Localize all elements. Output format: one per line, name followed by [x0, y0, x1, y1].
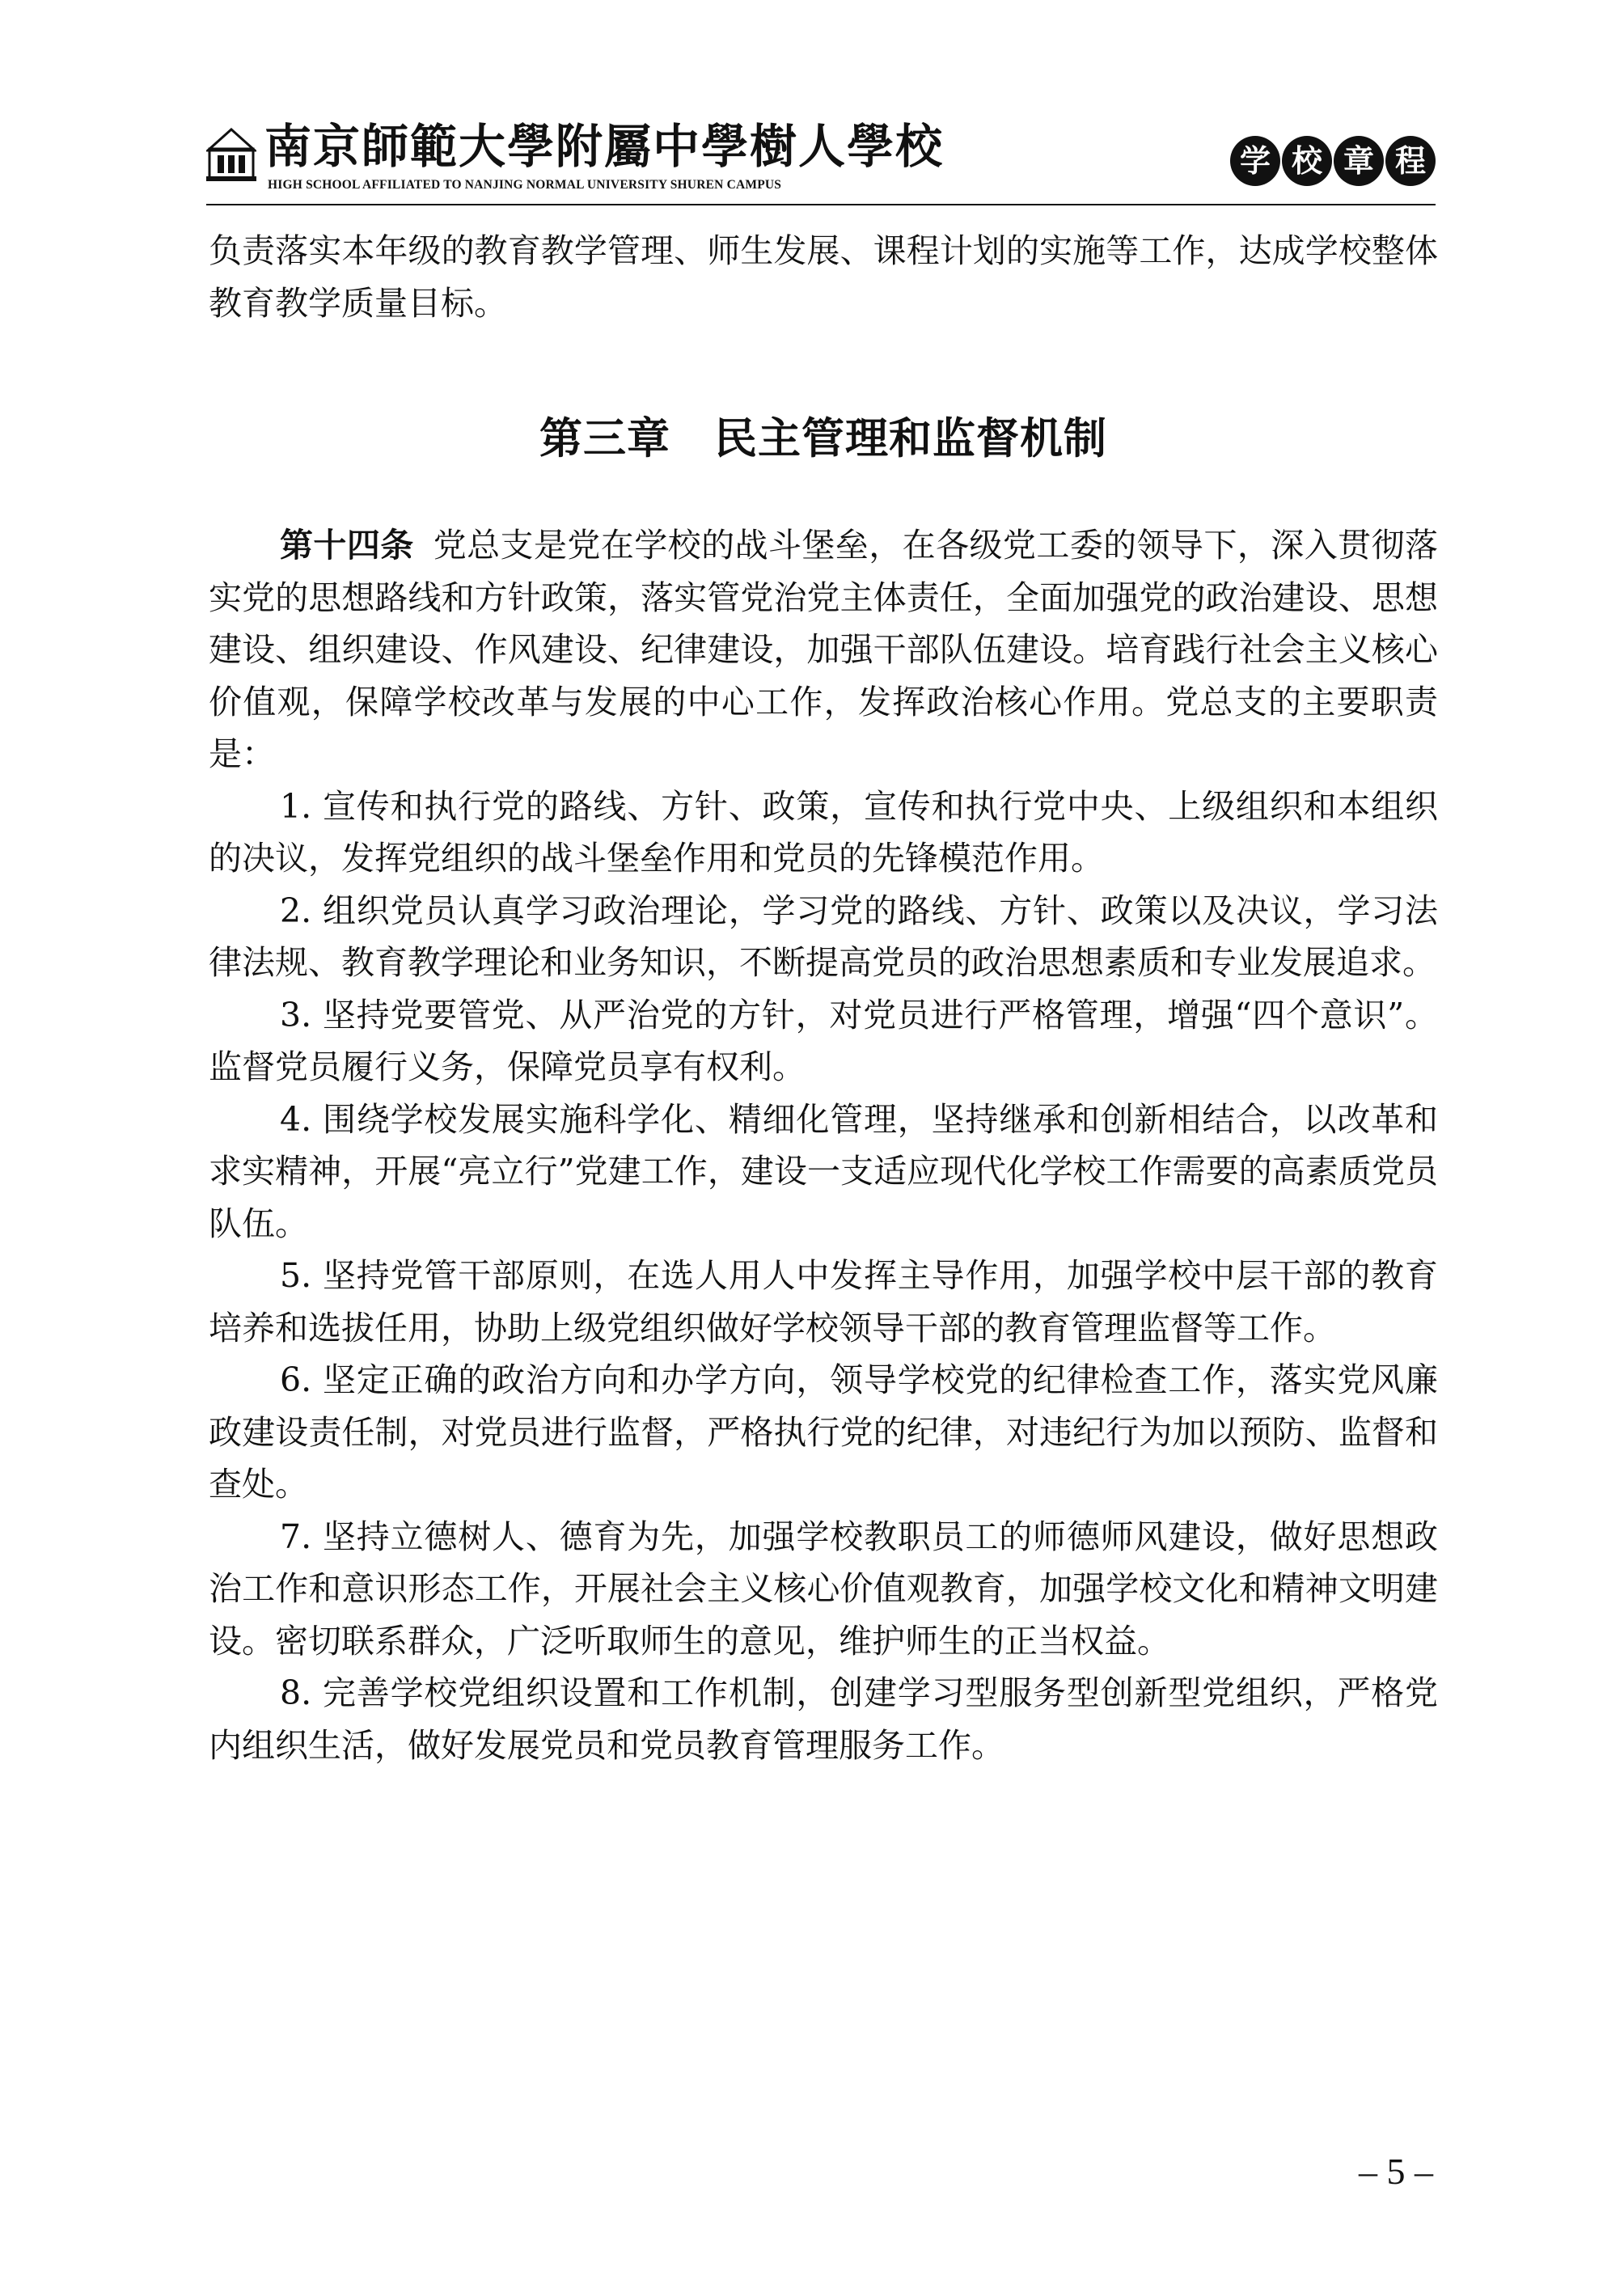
article-paragraph	[209, 519, 1438, 781]
page-number: – 5 –	[1359, 2151, 1433, 2192]
intro-paragraph: 负责落实本年级的教育教学管理、师生发展、课程计划的实施等工作，达成学校整体教育教学质量目标。	[209, 231, 1438, 323]
header-divider	[206, 204, 1436, 205]
document-body	[209, 225, 1438, 1771]
badge-char-3: 章	[1334, 136, 1384, 186]
page-header	[206, 113, 1436, 206]
badge-char-2: 校	[1282, 136, 1332, 186]
badge-char-1: 学	[1230, 136, 1280, 186]
list-item: 7. 坚持立德树人、德育为先，加强学校教职员工的师德师风建设，做好思想政治工作和意识形态工作，开展社会主义核心价值观教育，加强学校文化和精神文明建设。密切联系群众，广泛听取师生的意见，维护师生的正当权益。	[209, 1517, 1438, 1661]
list-item: 5. 坚持党管干部原则，在选人用人中发挥主导作用，加强学校中层干部的教育培养和选拔任用，协助上级党组织做好学校领导干部的教育管理监督等工作。	[209, 1256, 1438, 1347]
list-item: 8. 完善学校党组织设置和工作机制，创建学习型服务型创新型党组织，严格党内组织生活，做好发展党员和党员教育管理服务工作。	[209, 1673, 1438, 1765]
article-text: 党总支是党在学校的战斗堡垒，在各级党工委的领导下，深入贯彻落实党的思想路线和方针政策，落实管党治党主体责任，全面加强党的政治建设、思想建设、组织建设、作风建设、纪律建设，加强干部队伍建设。培育践行社会主义核心价值观，保障学校改革与发展的中心工作，发挥政治核心作用。党总支的主要职责是：	[209, 526, 1439, 773]
badge-char-4: 程	[1385, 136, 1436, 186]
list-item: 1. 宣传和执行党的路线、方针、政策，宣传和执行党中央、上级组织和本组织的决议，发挥党组织的战斗堡垒作用和党员的先锋模范作用。	[209, 786, 1438, 878]
document-type-badges	[1230, 136, 1436, 186]
article-label: 第十四条	[280, 526, 414, 565]
school-name-cn: 南京師範大學附屬中學樹人學校	[264, 119, 945, 174]
list-item: 6. 坚定正确的政治方向和办学方向，领导学校党的纪律检查工作，落实党风廉政建设责任制，对党员进行监督，严格执行党的纪律，对违纪行为加以预防、监督和查处。	[209, 1360, 1438, 1504]
list-item: 4. 围绕学校发展实施科学化、精细化管理，坚持继承和创新相结合，以改革和求实精神，开展“亮立行”党建工作，建设一支适应现代化学校工作需要的高素质党员队伍。	[209, 1099, 1438, 1243]
school-emblem-icon	[206, 126, 256, 183]
school-name-en: HIGH SCHOOL AFFILIATED TO NANJING NORMAL UNIVERSITY SHUREN CAMPUS	[268, 178, 782, 192]
chapter-title: 第三章 民主管理和监督机制	[539, 413, 1107, 463]
list-item: 3. 坚持党要管党、从严治党的方针，对党员进行严格管理，增强“四个意识”。监督党员履行义务，保障党员享有权利。	[209, 995, 1438, 1086]
list-item: 2. 组织党员认真学习政治理论，学习党的路线、方针、政策以及决议，学习法律法规、教育教学理论和业务知识，不断提高党员的政治思想素质和专业发展追求。	[209, 891, 1438, 982]
